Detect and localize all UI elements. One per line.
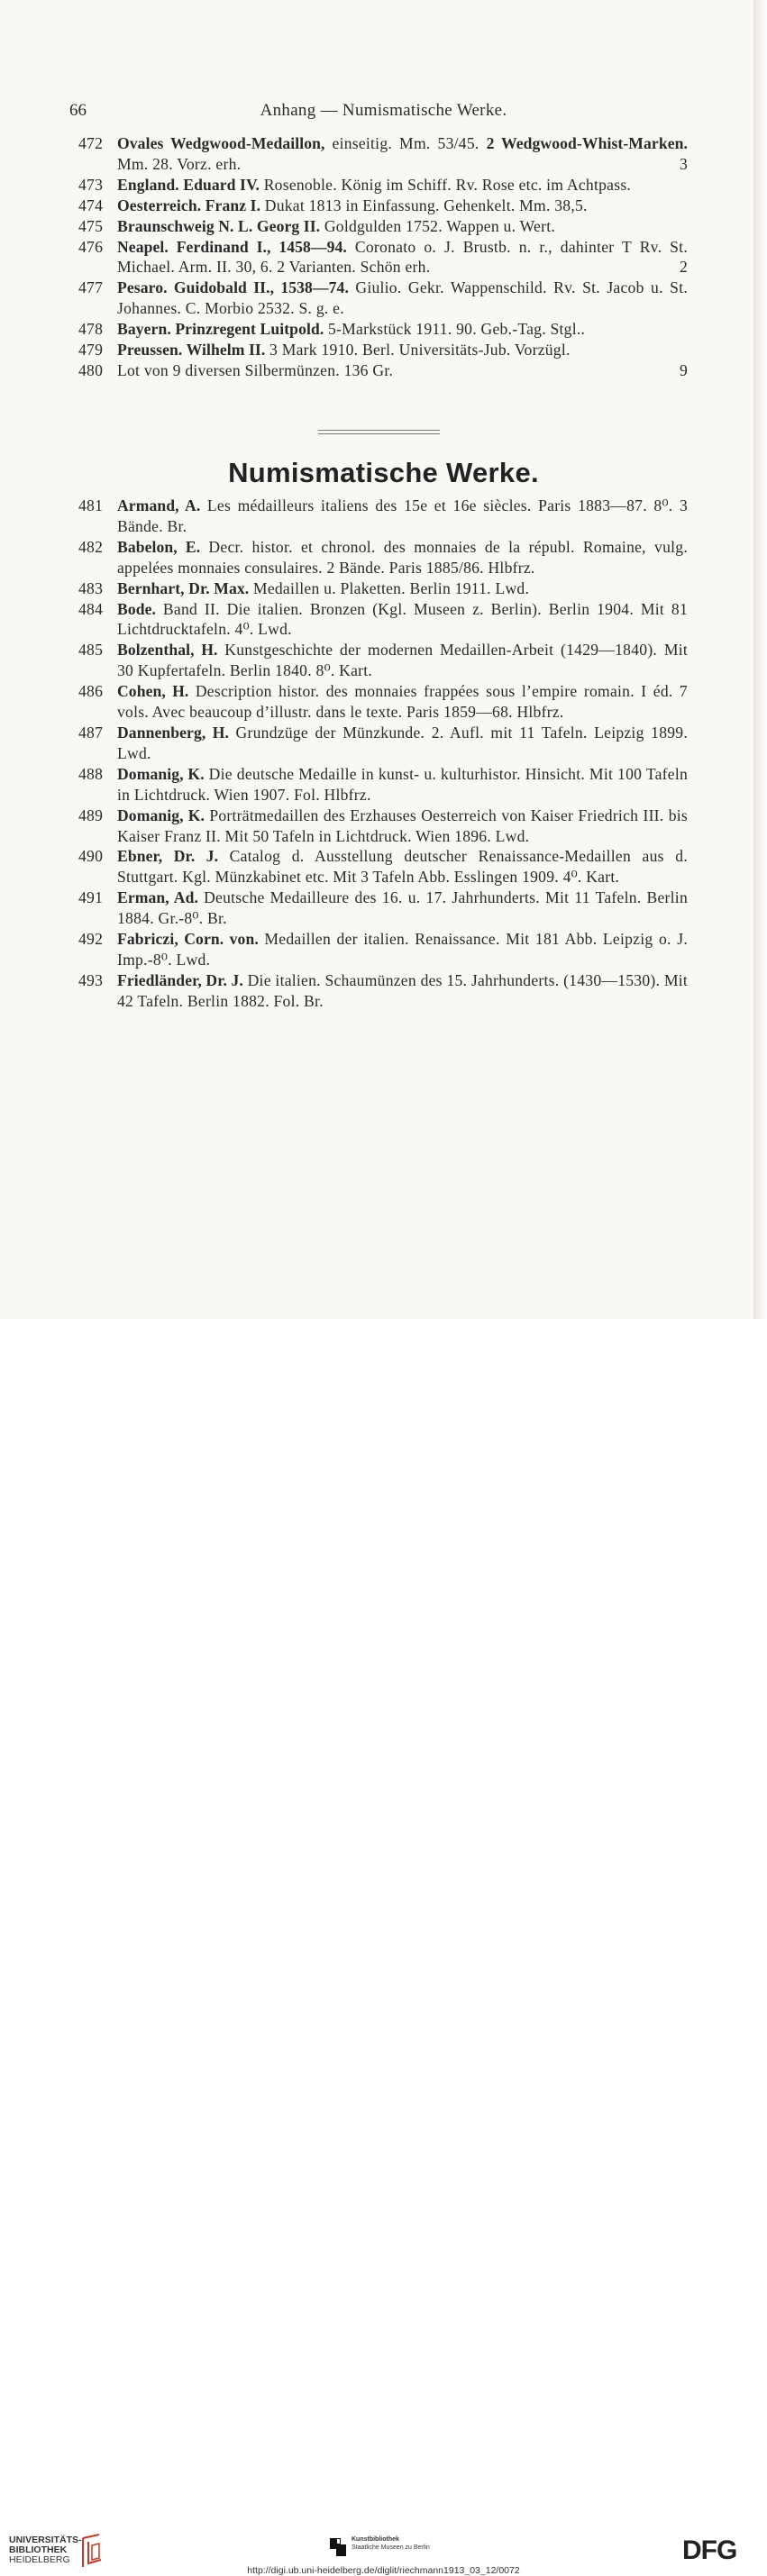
catalog-entry xyxy=(0,723,767,764)
dfg-logo[interactable]: DFG xyxy=(682,2535,737,2565)
running-title: Anhang — Numismatische Werke. xyxy=(260,101,507,120)
entry-description: Coronato o. J. Brustb. n. r., dahinter T Rv. St. Michael. Arm. II. 30, 6. 2 Varianten. Schön erh. xyxy=(117,237,689,277)
entry-heading: Cohen, H. xyxy=(117,682,189,701)
entry-description: Catalog d. Ausstellung deutscher Renaissance-Medaillen aus d. Stuttgart. Kgl. Münzkabinet etc. Mit 3 Tafeln Abb. Esslingen 1909. 4⁰. Kart. xyxy=(117,847,689,887)
catalog-entry xyxy=(0,340,767,360)
entry-number: 480 xyxy=(78,360,104,379)
entry-heading: Ovales Wedgwood-Medaillon, xyxy=(117,134,325,152)
entry-number: 484 xyxy=(78,599,104,618)
entry-description: Medaillen u. Plaketten. Berlin 1911. Lwd. xyxy=(249,578,530,597)
entry-text xyxy=(117,537,688,578)
entry-number: 475 xyxy=(78,216,104,235)
catalog-entry xyxy=(0,319,767,340)
entry-heading: Bolzenthal, H. xyxy=(117,641,218,660)
entry-number: 482 xyxy=(78,537,104,556)
catalog-entry xyxy=(0,237,767,278)
entry-heading: Neapel. Ferdinand I., 1458—94. xyxy=(117,237,347,256)
catalog-entry xyxy=(0,640,767,681)
entry-heading: Bayern. Prinzregent Luitpold. xyxy=(117,320,324,339)
entry-description: Kunstgeschichte der modernen Medaillen-Arbeit (1429—1840). Mit 30 Kupfertafeln. Berlin 1840. 8⁰. Kart. xyxy=(117,641,688,680)
entry-text xyxy=(117,929,688,970)
entry-description: Mm. 28. Vorz. erh. xyxy=(117,154,242,173)
entry-number: 473 xyxy=(78,175,104,194)
entry-heading: Fabriczi, Corn. von. xyxy=(117,930,259,949)
entry-text xyxy=(117,237,688,278)
entry-description: 5-Markstück 1911. 90. Geb.-Tag. Stgl.. xyxy=(324,320,586,339)
ub-emblem-icon xyxy=(79,2533,103,2569)
catalog-entry xyxy=(0,578,767,599)
entry-text xyxy=(117,846,688,887)
catalog-entry xyxy=(0,764,767,806)
section-divider xyxy=(318,430,440,434)
kunstbibliothek-text xyxy=(352,2535,430,2552)
entry-heading: Domanig, K. xyxy=(117,806,205,824)
entry-text xyxy=(117,640,688,681)
entry-quantity: 2 xyxy=(679,258,688,277)
entry-description: einseitig. Mm. 53/45. xyxy=(324,134,487,152)
entry-heading: Bode. xyxy=(117,599,157,618)
ub-logo-line: BIBLIOTHEK xyxy=(9,2544,68,2555)
entry-text xyxy=(117,764,688,806)
entry-text xyxy=(117,216,688,237)
entry-description: Die italien. Schaumünzen des 15. Jahrhunderts. (1430—1530). Mit 42 Tafeln. Berlin 1882. Fol. Br. xyxy=(117,970,688,1010)
entry-quantity: 9 xyxy=(679,360,688,379)
entry-number: 486 xyxy=(78,682,104,701)
entry-quantity: 3 xyxy=(679,154,688,173)
entry-number: 481 xyxy=(78,496,104,514)
ub-heidelberg-logo[interactable] xyxy=(9,2535,82,2565)
entry-number: 485 xyxy=(78,641,104,660)
entry-number: 487 xyxy=(78,723,104,742)
catalog-entry xyxy=(0,599,767,641)
entry-description: Goldgulden 1752. Wappen u. Wert. xyxy=(320,216,555,235)
entry-number: 491 xyxy=(78,888,104,907)
catalog-entry xyxy=(0,360,767,381)
entry-text xyxy=(117,278,688,319)
catalog-entry xyxy=(0,196,767,216)
ub-logo-line: UNIVERSITÄTS- xyxy=(9,2535,82,2545)
entry-heading: Oesterreich. Franz I. xyxy=(117,196,261,214)
ub-logo-line: HEIDELBERG xyxy=(9,2554,70,2565)
entry-number: 478 xyxy=(78,320,104,339)
entry-text xyxy=(117,599,688,641)
entry-text xyxy=(117,970,688,1012)
entry-number: 483 xyxy=(78,578,104,597)
entry-description: Porträtmedaillen des Erzhauses Oesterreich von Kaiser Friedrich III. bis Kaiser Franz II. Mit 50 Tafeln in Lichtdruck. Wien 1896. Lwd. xyxy=(117,806,689,845)
catalog-entries-books xyxy=(0,496,767,1012)
catalog-entry xyxy=(0,216,767,237)
entry-heading: Friedländer, Dr. J. xyxy=(117,970,243,989)
catalog-entry xyxy=(0,846,767,887)
catalog-entries-coins xyxy=(0,133,767,381)
entry-description: Description histor. des monnaies frappées sous l’empire romain. I éd. 7 vols. Avec beaucoup d’illustr. dans le texte. Paris 1859—68. Hlbfrz. xyxy=(117,682,688,722)
entry-text xyxy=(117,340,688,360)
entry-text xyxy=(117,806,688,847)
section-title: Numismatische Werke. xyxy=(228,457,539,488)
entry-heading: Domanig, K. xyxy=(117,764,205,783)
catalog-entry xyxy=(0,806,767,847)
permalink-url[interactable]: http://digi.ub.uni-heidelberg.de/diglit/riechmann1913_03_12/0072 xyxy=(247,2565,520,2576)
entry-number: 489 xyxy=(78,806,104,824)
entry-number: 477 xyxy=(78,278,104,297)
entry-description: Die deutsche Medaille in kunst- u. kulturhistor. Hinsicht. Mit 100 Tafeln in Lichtdruck. Wien 1907. Fol. Hlbfrz. xyxy=(117,764,689,804)
catalog-entry xyxy=(0,970,767,1012)
entry-description: Giulio. Gekr. Wappenschild. Rv. St. Jacob u. St. Johannes. C. Morbio 2532. S. g. e. xyxy=(117,278,688,318)
entry-text xyxy=(117,723,688,764)
entry-heading: Ebner, Dr. J. xyxy=(117,847,219,866)
kb-line: Kunstbibliothek xyxy=(352,2536,399,2543)
entry-text xyxy=(117,196,688,216)
entry-description: Lot von 9 diversen Silbermünzen. 136 Gr. xyxy=(117,360,394,379)
entry-text xyxy=(117,681,688,723)
catalog-entry xyxy=(0,537,767,578)
entry-text xyxy=(117,578,688,599)
catalog-entry xyxy=(0,887,767,929)
catalog-entry xyxy=(0,496,767,537)
entry-number: 474 xyxy=(78,196,104,214)
entry-number: 472 xyxy=(78,134,104,152)
entry-heading: Babelon, E. xyxy=(117,537,201,556)
entry-description: Les médailleurs italiens des 15e et 16e siècles. Paris 1883—87. 8⁰. 3 Bände. Br. xyxy=(117,496,688,535)
entry-description: Band II. Die italien. Bronzen (Kgl. Museen z. Berlin). Berlin 1904. Mit 81 Lichtdrucktafeln. 4⁰. Lwd. xyxy=(117,599,688,639)
catalog-entry xyxy=(0,681,767,723)
page-number: 66 xyxy=(69,101,87,120)
entry-description: Decr. histor. et chronol. des monnaies de la républ. Romaine, vulg. appelées monnaies consulaires. 2 Bände. Paris 1885/86. Hlbfrz. xyxy=(117,537,688,577)
entry-heading: Preussen. Wilhelm II. xyxy=(117,341,266,360)
entry-number: 479 xyxy=(78,341,104,360)
entry-text xyxy=(117,360,688,381)
catalog-entry xyxy=(0,278,767,319)
entry-heading: Erman, Ad. xyxy=(117,888,198,907)
entry-heading: Pesaro. Guidobald II., 1538—74. xyxy=(117,278,349,297)
entry-heading: Armand, A. xyxy=(117,496,201,514)
entry-number: 488 xyxy=(78,764,104,783)
entry-text xyxy=(117,175,688,196)
entry-heading: 2 Wedgwood-Whist-Marken. xyxy=(486,134,688,152)
entry-number: 490 xyxy=(78,847,104,866)
catalog-entry xyxy=(0,929,767,970)
entry-description: 3 Mark 1910. Berl. Universitäts-Jub. Vorzügl. xyxy=(265,341,571,360)
entry-text xyxy=(117,319,688,340)
entry-heading: Dannenberg, H. xyxy=(117,723,230,742)
entry-description: Dukat 1813 in Einfassung. Gehenkelt. Mm. 38,5. xyxy=(260,196,588,214)
entry-text xyxy=(117,133,688,175)
entry-description: Rosenoble. König im Schiff. Rv. Rose etc. im Achtpass. xyxy=(260,175,632,194)
entry-heading: England. Eduard IV. xyxy=(117,175,260,194)
entry-number: 476 xyxy=(78,237,104,256)
catalog-entry xyxy=(0,133,767,175)
kunstbibliothek-logo-icon xyxy=(329,2537,347,2557)
catalog-entry xyxy=(0,175,767,196)
kb-line: Staatliche Museen zu Berlin xyxy=(352,2544,430,2551)
entry-heading: Bernhart, Dr. Max. xyxy=(117,578,250,597)
footer xyxy=(0,1263,767,2576)
entry-description: Medaillen der italien. Renaissance. Mit 181 Abb. Leipzig o. J. Imp.-8⁰. Lwd. xyxy=(117,930,688,969)
entry-number: 492 xyxy=(78,930,104,949)
entry-text xyxy=(117,887,688,929)
entry-text xyxy=(117,496,688,537)
entry-heading: Braunschweig N. L. Georg II. xyxy=(117,216,321,235)
entry-number: 493 xyxy=(78,970,104,989)
entry-description: Deutsche Medailleure des 16. u. 17. Jahrhunderts. Mit 11 Tafeln. Berlin 1884. Gr.-8⁰. Br. xyxy=(117,888,688,928)
entry-description: Grundzüge der Münzkunde. 2. Aufl. mit 11 Tafeln. Leipzig 1899. Lwd. xyxy=(117,723,688,762)
